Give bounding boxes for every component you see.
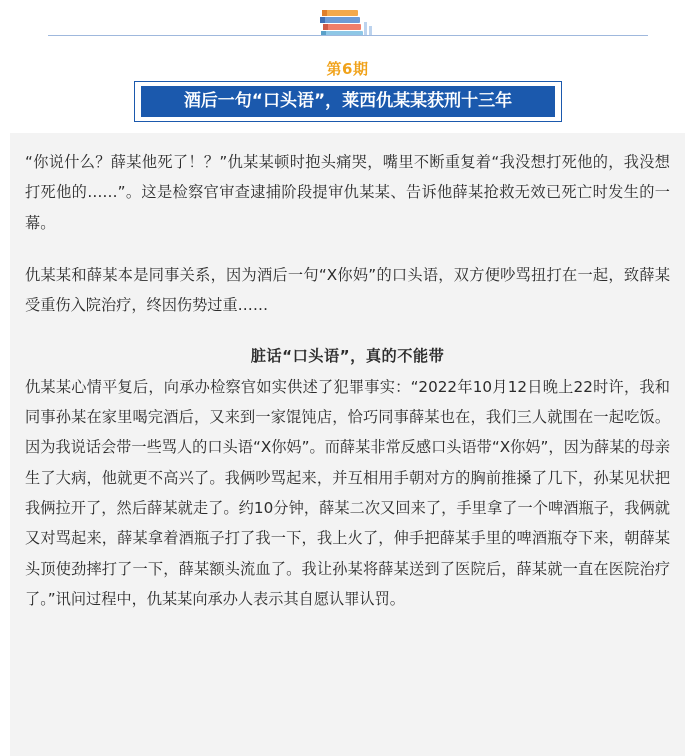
paragraph-background: 仇某某和薛某本是同事关系，因为酒后一句“X你妈”的口头语，双方便吵骂扭打在一起，致薛某受重伤入院治疗，终因伤势过重…… xyxy=(25,265,670,315)
article-body xyxy=(25,147,670,614)
section-subheading: 脏话“口头语”，真的不能带 xyxy=(250,347,445,366)
article-header xyxy=(0,0,695,125)
article-title: 酒后一句“口头语”，莱西仇某某获刑十三年 xyxy=(141,86,555,117)
books-icon xyxy=(318,8,376,36)
paragraph-confession: 仇某某心情平复后，向承办检察官如实供述了犯罪事实：“2022年10月12日晚上22时许，我和同事孙某在家里喝完酒后，又来到一家馄饨店，恰巧同事薛某也在，我们三人就围在一起吃饭。因为我说话会带一些骂人的口头语“X你妈”。而薛某非常反感口头语带“X你妈”，因为薛某的母亲生了大病，他就更不高兴了。我俩吵骂起来，并互相用手朝对方的胸前推搡了几下，孙某见状把我俩拉开了，然后薛某就走了。约10分钟，薛某二次又回来了，手里拿了一个啤酒瓶子，我俩就又对骂起来，薛某拿着酒瓶子打了我一下，我上火了，伸手把薛某手里的啤酒瓶夺下来，朝薛某头顶使劲摔打了一下，薛某额头流血了。我让孙某将薛某送到了医院后，薛某就一直在医院治疗了。”讯问过程中，仇某某向承办人表示其自愿认罪认罚。 xyxy=(25,377,670,608)
issue-number: 第6期 xyxy=(326,60,369,78)
header-divider xyxy=(48,35,648,36)
paragraph-intro: “你说什么？薛某他死了！？”仇某某顿时抱头痛哭，嘴里不断重复着“我没想打死他的，我没想打死他的……”。这是检察官审查逮捕阶段提审仇某某、告诉他薛某抢救无效已死亡时发生的一幕。 xyxy=(25,153,670,232)
